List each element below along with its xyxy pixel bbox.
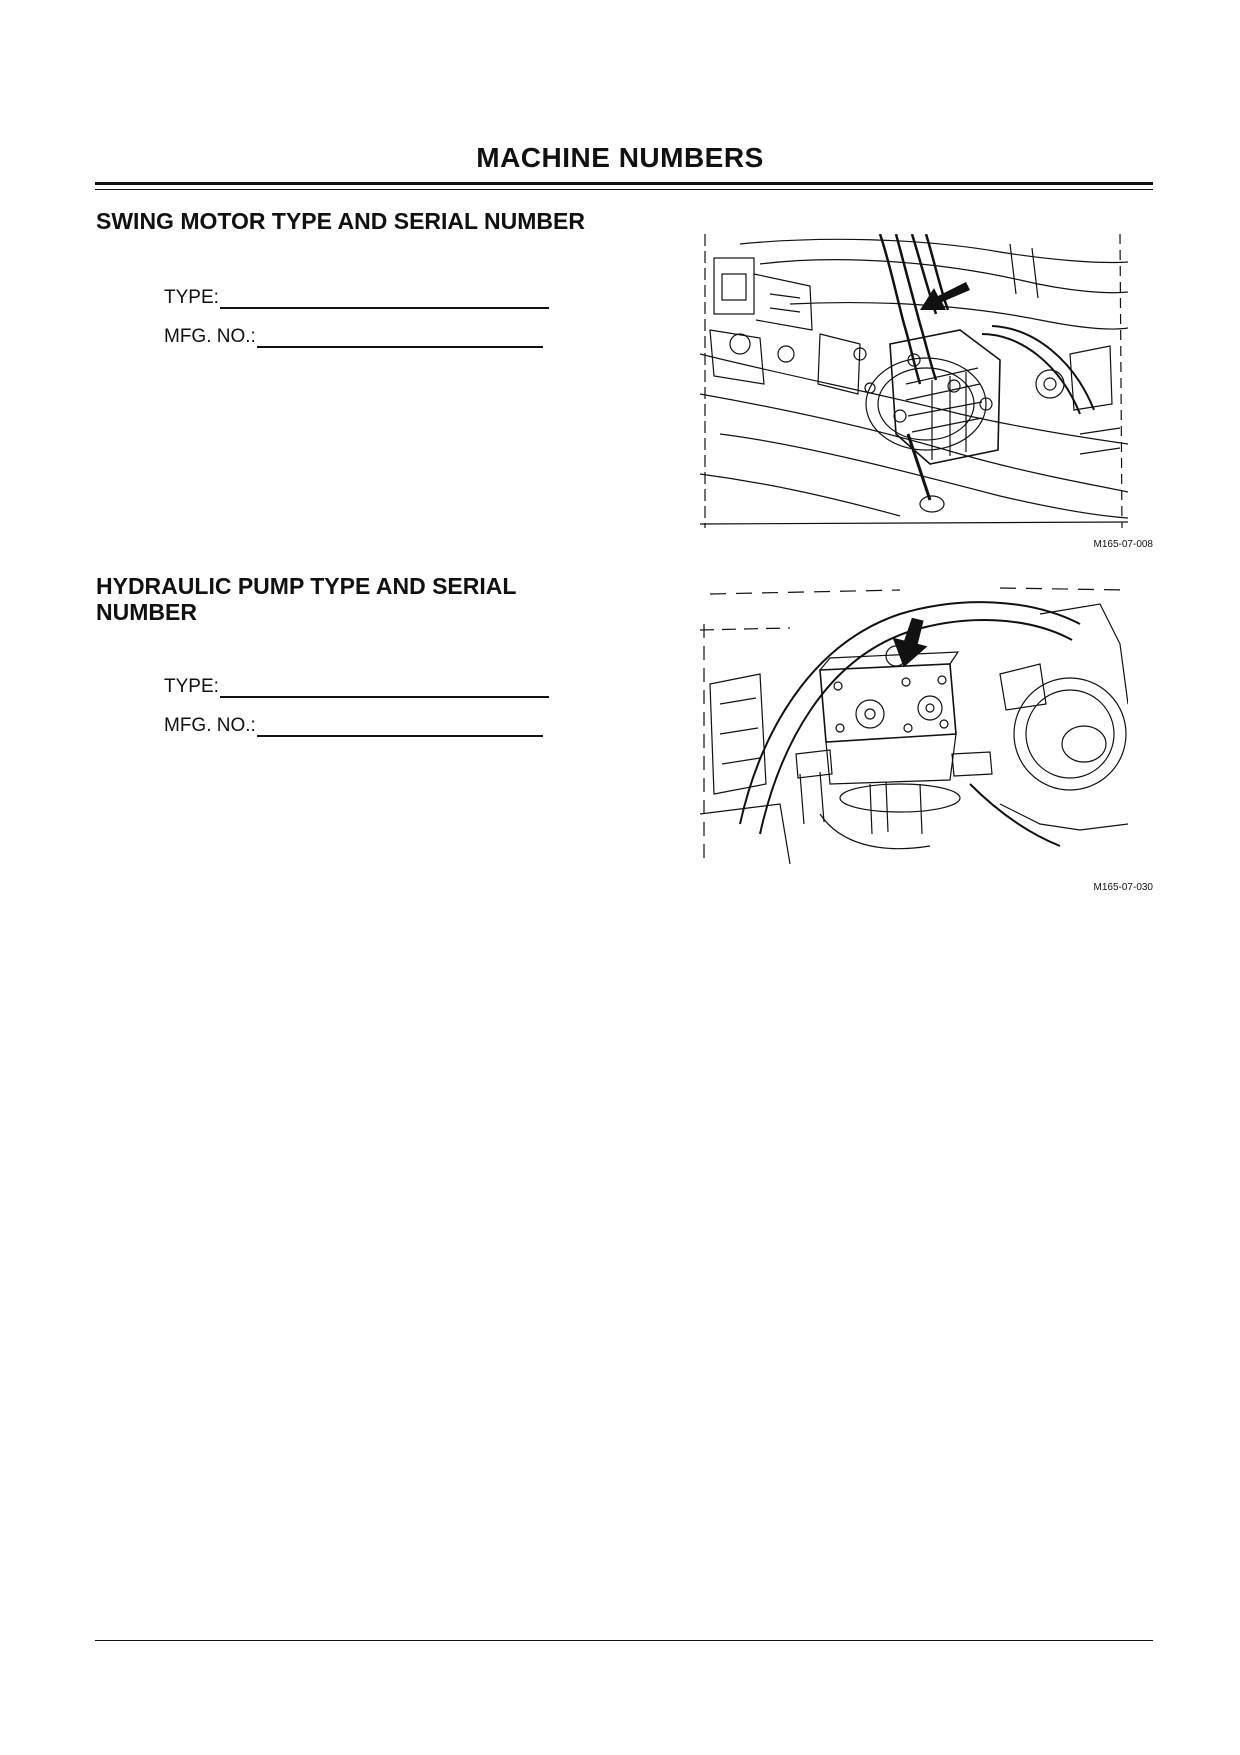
figure-caption: M165-07-008	[1093, 539, 1153, 550]
swing-motor-illustration	[700, 234, 1128, 528]
title-rule-thin	[95, 189, 1153, 190]
hydraulic-pump-illustration	[700, 584, 1128, 864]
hydraulic-pump-type-field[interactable]	[164, 674, 549, 698]
page-title: MACHINE NUMBERS	[476, 142, 764, 173]
mfg-no-blank-line	[257, 715, 543, 737]
type-label: TYPE:	[164, 287, 219, 308]
figure-caption: M165-07-030	[1093, 882, 1153, 893]
mfg-no-label: MFG. NO.:	[164, 715, 256, 736]
hydraulic-pump-heading: HYDRAULIC PUMP TYPE AND SERIAL NUMBER	[96, 573, 517, 625]
swing-motor-mfg-no-field[interactable]	[164, 324, 543, 348]
mfg-no-label: MFG. NO.:	[164, 326, 256, 347]
mfg-no-blank-line	[257, 326, 543, 348]
type-label: TYPE:	[164, 676, 219, 697]
swing-motor-type-field[interactable]	[164, 285, 549, 309]
swing-motor-heading: SWING MOTOR TYPE AND SERIAL NUMBER	[96, 208, 585, 234]
type-blank-line	[220, 287, 549, 309]
title-rule-thick	[95, 182, 1153, 185]
hydraulic-pump-mfg-no-field[interactable]	[164, 713, 543, 737]
type-blank-line	[220, 676, 549, 698]
footer-rule	[95, 1640, 1153, 1641]
